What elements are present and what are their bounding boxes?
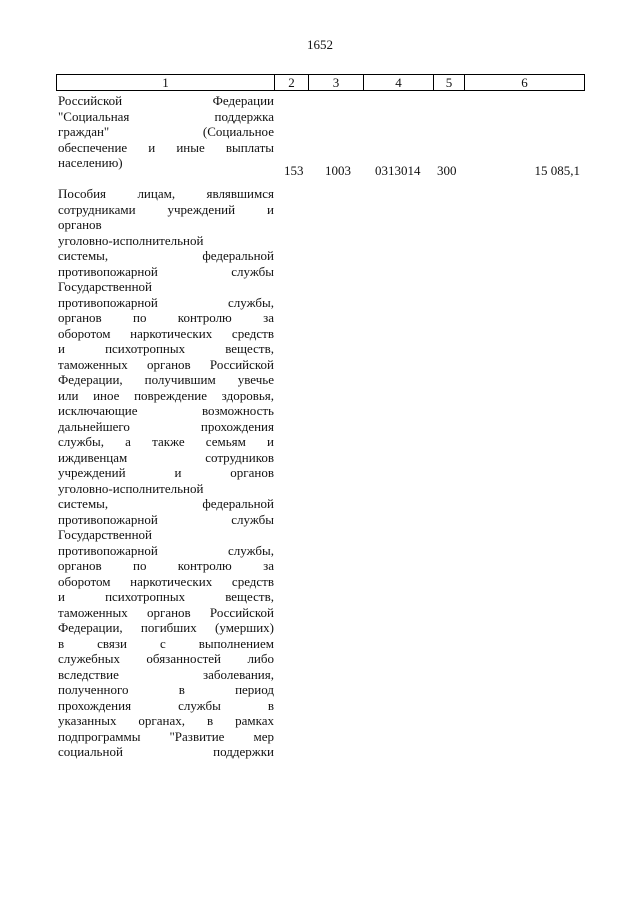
header-col-4: 4 — [364, 75, 434, 91]
row-2-text-line: прохождения службы в — [58, 697, 274, 713]
row-2-text-line: противопожарной службы — [58, 263, 274, 279]
row-2-text-line: противопожарной службы, — [58, 542, 274, 558]
row-2-text-line: Государственной — [58, 527, 153, 542]
row-2-text-line: в связи с выполнением — [58, 635, 274, 651]
row-2-text-line: Федерации, получившим увечье — [58, 372, 274, 387]
row-2-text-line: полученного в период — [58, 682, 274, 697]
row-2-text-line: системы, федеральной — [58, 496, 274, 511]
row-2-text-line: противопожарной службы, — [58, 294, 274, 310]
row-2-text-line: учреждений и органов — [58, 465, 274, 480]
row-1-col-3: 1003 — [325, 163, 351, 178]
row-2-text-line: сотрудниками учреждений и — [58, 201, 274, 217]
row-2-text-line: уголовно-исполнительной — [58, 232, 204, 248]
page-number: 1652 — [307, 37, 333, 52]
row-2-text-line: иждивенцам сотрудников — [58, 449, 274, 465]
row-2-text-line: и психотропных веществ, — [58, 589, 274, 604]
row-1-col-2: 153 — [284, 163, 304, 178]
row-2-text-line: органов по контролю за — [58, 310, 274, 325]
row-1-col-6: 15 085,1 — [534, 163, 580, 178]
row-1-description — [58, 93, 274, 171]
row-2-text-line: оборотом наркотических средств — [58, 325, 274, 341]
row-1-text-line: Российской Федерации — [58, 93, 274, 108]
row-2-text-line: Федерации, погибших (умерших) — [58, 620, 274, 635]
row-2-text-line: противопожарной службы — [58, 511, 274, 527]
row-2-text-line: исключающие возможность — [58, 403, 274, 418]
row-2-text-line: оборотом наркотических средств — [58, 573, 274, 589]
row-2-text-line: вследствие заболевания, — [58, 666, 274, 682]
row-2-text-line: службы, а также семьям и — [58, 434, 274, 449]
row-2-text-line: Государственной — [58, 279, 153, 294]
row-2-text-line: таможенных органов Российской — [58, 356, 274, 372]
header-col-3: 3 — [309, 75, 364, 91]
row-2-text-line: таможенных органов Российской — [58, 604, 274, 620]
row-2-text-line: социальной поддержки — [58, 744, 274, 759]
row-2-text-line: органов по контролю за — [58, 558, 274, 573]
header-col-5: 5 — [434, 75, 465, 91]
row-2-text-line: и психотропных веществ, — [58, 341, 274, 356]
row-1-text-line: "Социальная поддержка — [58, 108, 274, 124]
row-2-text-line: уголовно-исполнительной — [58, 480, 204, 496]
row-2-text-line: дальнейшего прохождения — [58, 418, 274, 434]
row-2-text-line: или иное повреждение здоровья, — [58, 387, 274, 403]
row-2-text-line: органов — [58, 217, 102, 232]
column-header-row — [56, 74, 585, 91]
row-2-text-line: Пособия лицам, являвшимся — [58, 186, 274, 201]
row-1-text-line: населению) — [58, 155, 123, 170]
header-col-2: 2 — [275, 75, 309, 91]
row-2-text-line: служебных обязанностей либо — [58, 651, 274, 666]
row-1-col-4: 0313014 — [375, 163, 421, 178]
row-2-description — [58, 186, 274, 760]
row-1-text-line: граждан" (Социальное — [58, 124, 274, 139]
header-col-1: 1 — [57, 75, 275, 91]
row-1-col-5: 300 — [437, 163, 457, 178]
header-col-6: 6 — [465, 75, 585, 91]
row-2-text-line: системы, федеральной — [58, 248, 274, 263]
row-2-text-line: указанных органах, в рамках — [58, 713, 274, 728]
row-1-text-line: обеспечение и иные выплаты — [58, 139, 274, 155]
row-2-text-line: подпрограммы "Развитие мер — [58, 728, 274, 744]
